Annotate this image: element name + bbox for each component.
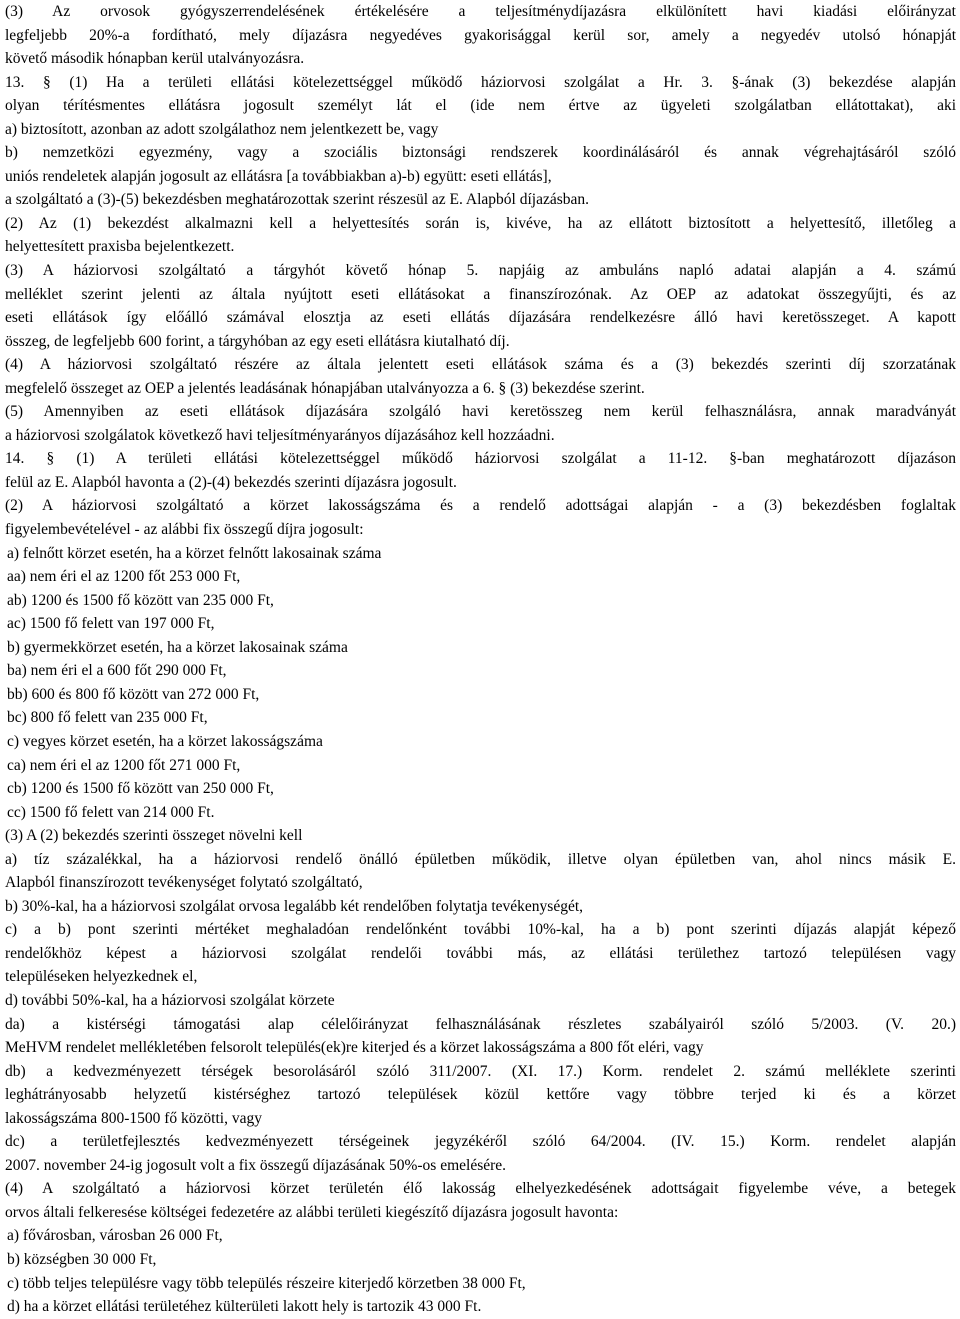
text-line: bc) 800 fő felett van 235 000 Ft, — [7, 709, 208, 727]
text-line: (3) Az orvosok gyógyszerrendelésének értékelésére a teljesítménydíjazásra elkülönített havi kiadási előirányzat — [5, 3, 956, 20]
text-line: (4) A háziorvosi szolgáltató részére az általa jelentett eseti ellátások száma és a (3) bekezdés szerinti díj szorzatának — [5, 356, 956, 374]
text-line: c) a b) pont szerinti mértéket meghaladóan rendelőnként további 10%-kal, ha a b) pont szerinti díjazás alapját képező — [5, 921, 956, 939]
text-line: c) vegyes körzet esetén, ha a körzet lakosságszáma — [7, 732, 323, 750]
text-line: b) 30%-kal, ha a háziorvosi szolgálat orvosa legalább két rendelőben folytatja tevékenységét, — [5, 897, 584, 915]
text-line: rendelőkhöz képest a háziorvosi szolgálat rendelői további más, az ellátási területhez tartozó településen vagy — [5, 944, 956, 962]
text-line: c) több teljes településre vagy több település részeire kiterjedő körzetben 38 000 Ft, — [7, 1274, 526, 1292]
text-line: melléklet szerint jelenti az általa nyújtott eseti ellátásokat a finanszírozónak. Az OEP az adatokat összegyűjti, és az — [5, 285, 956, 303]
text-line: (5) Amennyiben az eseti ellátások díjazására szolgáló havi keretösszeg nem kerül felhasználásra, annak maradványát — [5, 403, 956, 421]
text-line: d) ha a körzet ellátási területéhez külterületi lakott hely is tartozik 43 000 Ft. — [7, 1298, 482, 1316]
text-line: leghátrányosabb helyzetű kistérséghez tartozó települések közül kettőre vagy többre terjed ki és a körzet — [5, 1086, 956, 1104]
text-line: (2) A háziorvosi szolgáltató a körzet lakosságszáma és a rendelő adottságai alapján - a (3) bekezdésben foglaltak — [5, 497, 956, 515]
text-line: cb) 1200 és 1500 fő között van 250 000 Ft, — [7, 780, 274, 798]
text-line: 2007. november 24-ig jogosult volt a fix összegű díjazásának 50%-os emelésére. — [5, 1156, 507, 1174]
text-line: összeg, de legfeljebb 600 forint, a tárgyhóban az egy eseti ellátásra kiutalható díj. — [5, 332, 510, 350]
text-line: a) biztosított, azonban az adott szolgálathoz nem jelentkezett be, vagy — [5, 120, 439, 138]
text-line: MeHVM rendelet mellékletében felsorolt település(ek)re kiterjed és a körzet lakosságszáma a 800 főt eléri, vagy — [5, 1039, 704, 1057]
text-line: aa) nem éri el az 1200 főt 253 000 Ft, — [7, 568, 241, 586]
text-line: ac) 1500 fő felett van 197 000 Ft, — [7, 615, 215, 633]
text-line: felül az E. Alapból havonta a (2)-(4) bekezdés szerinti díjazásra jogosult. — [5, 473, 457, 491]
text-line: olyan térítésmentes ellátásra jogosult személyt lát el (ide nem értve az ügyeleti szolgálatban ellátottakat), aki — [5, 97, 956, 115]
text-line: b) gyermekkörzet esetén, ha a körzet lakosainak száma — [7, 638, 348, 656]
text-line: helyettesített praxisba bejelentkezett. — [5, 238, 235, 256]
text-line: b) nemzetközi egyezmény, vagy a szociális biztonsági rendszerek koordinálásáról és annak végrehajtásáról szóló — [5, 144, 956, 162]
text-line: uniós rendeletek alapján jogosult az ellátásra [a továbbiakban a)-b) együtt: eseti ellátás], — [5, 167, 552, 185]
text-line: eseti ellátások így előálló számával elosztja az eseti ellátás díjazására rendelkezésre álló havi keretösszeget. A kapott — [5, 309, 956, 327]
text-line: a) fővárosban, városban 26 000 Ft, — [7, 1227, 223, 1245]
text-line: a) felnőtt körzet esetén, ha a körzet felnőtt lakosainak száma — [7, 544, 382, 562]
text-line: ba) nem éri el a 600 főt 290 000 Ft, — [7, 662, 227, 680]
text-line: cc) 1500 fő felett van 214 000 Ft. — [7, 803, 215, 821]
text-line: ca) nem éri el az 1200 főt 271 000 Ft, — [7, 756, 241, 774]
text-line: a) tíz százalékkal, ha a háziorvosi rendelő önálló épületben működik, illetve olyan épületben van, ahol nincs másik E. — [5, 850, 956, 868]
text-line: da) a kistérségi támogatási alap célelőirányzat felhasználásának részletes szabályairól szóló 5/2003. (V. 20.) — [5, 1015, 956, 1033]
text-line: b) községben 30 000 Ft, — [7, 1250, 157, 1268]
text-line: a háziorvosi szolgálatok következő havi teljesítményarányos díjazásához kell hozzáadni. — [5, 426, 555, 444]
text-line: (4) A szolgáltató a háziorvosi körzet területén élő lakosság elhelyezkedésének adottságait figyelembe véve, a betegek — [5, 1180, 956, 1198]
text-line: d) további 50%-kal, ha a háziorvosi szolgálat körzete — [5, 991, 335, 1009]
text-line: a szolgáltató a (3)-(5) bekezdésben meghatározottak szerint részesül az E. Alapból díjazásban. — [5, 191, 590, 209]
text-line: ab) 1200 és 1500 fő között van 235 000 Ft, — [7, 591, 274, 609]
text-line: orvos általi felkeresése költségei fedezetére az alábbi területi kiegészítő díjazásra jogosult havonta: — [5, 1203, 619, 1221]
text-line: (3) A (2) bekezdés szerinti összeget növelni kell — [5, 827, 303, 845]
text-line: (2) Az (1) bekezdést alkalmazni kell a helyettesítés során is, kivéve, ha az ellátott biztosított a helyettesítő, illetőleg a — [5, 214, 956, 232]
text-line: db) a kedvezményezett térségek besorolásáról szóló 311/2007. (XI. 17.) Korm. rendelet 2. számú melléklete szerinti — [5, 1062, 956, 1080]
text-line: településeken helyezkednek el, — [5, 968, 198, 986]
text-line: legfeljebb 20%-a fordítható, mely díjazásra negyedéves gyakorisággal kerül sor, amely a negyedév utolsó hónapját — [5, 26, 956, 44]
text-line: 13. § (1) Ha a területi ellátási kötelezettséggel működő háziorvosi szolgálat a Hr. 3. §-ának (3) bekezdése alapján — [5, 73, 956, 91]
text-line: követő második hónapban kerül utalványozásra. — [5, 50, 305, 68]
text-line: dc) a területfejlesztés kedvezményezett térségeinek jegyzékéről szóló 64/2004. (IV. 15.) Korm. rendelet alapján — [5, 1133, 956, 1151]
text-line: lakosságszáma 800-1500 fő közötti, vagy — [5, 1109, 262, 1127]
text-line: megfelelő összeget az OEP a jelentés leadásának hónapjában utalványozza a 6. § (3) bekezdése szerint. — [5, 379, 645, 397]
text-line: figyelembevételével - az alábbi fix összegű díjra jogosult: — [5, 521, 364, 539]
text-line: (3) A háziorvosi szolgáltató a tárgyhót követő hónap 5. napjáig az ambuláns napló adatai alapján a 4. számú — [5, 262, 956, 280]
text-line: bb) 600 és 800 fő között van 272 000 Ft, — [7, 685, 260, 703]
text-line: 14. § (1) A területi ellátási kötelezettséggel működő háziorvosi szolgálat a 11-12. §-ban meghatározott díjazáson — [5, 450, 956, 468]
text-line: Alapból finanszírozott tevékenységet folytató szolgáltató, — [5, 874, 363, 892]
